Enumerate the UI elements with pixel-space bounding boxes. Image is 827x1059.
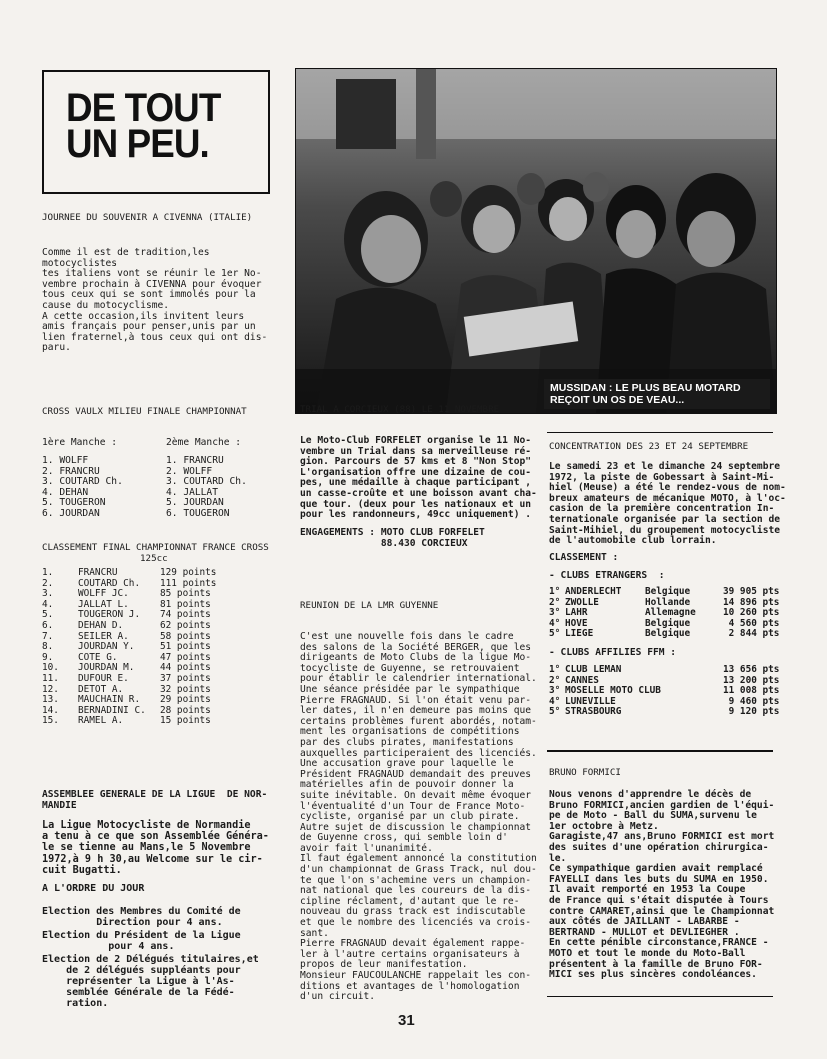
formici-body: Nous venons d'apprendre le décès de Bruno FORMICI,ancien gardien de l'équi- pe de Moto - Ball du SUMA,survenu le 1er octobre à Metz. Garagiste,47 ans,Bruno FORMICI est mort des suites d'une opération chirurgica- le. Ce sympathique gardien avait remplacé FAYELLI dans les buts du SUMA en 1950. Il avait remporté en 1953 la Coupe de France qui s'était disputée à Tours contre CAMARET,ainsi que le Championnat aux côtés de JAILLANT - LABARBE - BERTRAND - MULLOT et DEVLIEGHER . En cette pénible circonstance,FRANCE - MOTO et tout le monde du Moto-Ball présentent à la famille de Bruno FOR- MICI ses plus sincères condoléances.: [549, 789, 775, 981]
ordre-list: [42, 906, 259, 1009]
manche1-label: 1ère Manche :: [42, 437, 118, 448]
page-number: 31: [398, 1012, 415, 1029]
list-item: Election de 2 Délégués titulaires,et de 2 délégués suppléants pour représenter la Ligue à l'As- semblée Générale de la Fédé- ration.: [42, 954, 259, 1009]
points: 28 points: [160, 704, 211, 716]
points: 10 260 pts: [723, 607, 780, 619]
rider-name: WOLFF JC.: [78, 588, 129, 600]
list-item: 4. DEHAN: [42, 486, 89, 498]
rank: 4°: [549, 617, 561, 629]
country: Belgique: [645, 628, 691, 640]
list-item: 6. TOUGERON: [166, 507, 230, 519]
country: Belgique: [645, 617, 691, 629]
rank: 3°: [549, 607, 561, 619]
list-item: 2. WOLFF: [166, 465, 213, 477]
rank: 11.: [42, 672, 59, 684]
points: 62 points: [160, 619, 211, 631]
rank: 5°: [549, 706, 561, 718]
points: 47 points: [160, 651, 211, 663]
concentration-heading: CONCENTRATION DES 23 ET 24 SEPTEMBRE: [549, 441, 749, 452]
assemblee-body: La Ligue Motocycliste de Normandie a tenu à ce que son Assemblée Généra- le se tienne au Mans,le 5 Novembre 1972,à 9 h 30,au Welcome sur le cir- cuit Bugatti.: [42, 820, 269, 876]
rider-name: DETOT A.: [78, 683, 124, 695]
trial-body: Le Moto-Club FORFELET organise le 11 No- vembre un Trial dans sa merveilleuse ré- gion. Parcours de 57 kms et 8 "Non Stop" L'organisation offre une dizaine de cou- pes, une médaille à chaque participant , un casse-croûte et une boisson avant cha- que tour. (deux pour les nationaux et un pour les randonneurs, 49cc uniquement) .: [300, 435, 537, 521]
lmr-body: C'est une nouvelle fois dans le cadre des salons de la Société BERGER, que les dirigeants de Moto Clubs de la ligue Mo- tocycliste de Guyenne, se retrouvaient pour établir le calendrier international. Une séance présidée par le sympathique Pierre FRAGNAUD. Si l'on était venu par- ler dates, il n'en demeure pas moins que certains problèmes furent abordés, notam- ment les organisations de compétitions par des clubs pirates, manifestations auxquelles participeraient des licenciés. Une accusation grave pour laquelle le Président FRAGNAUD demandait des preuves matérielles afin de pouvoir donner la suite inévitable. On devait même évoquer l'éventualité d'un Tour de France Moto- cycliste, organisé par un club pirate. Autre sujet de discussion le championnat de Guyenne cross, qui semble loin d' avoir fait l'unanimité. Il faut également annoncé la constitution d'un championnat de Grass Track, nul dou- te que l'on s'achemine vers un champion- nat national que les coureurs de la dis- cipline réclament, d'autant que le re- nouveau du grass track est indiscutable et que le nombre des licenciés va crois- sant. Pierre FRAGNAUD devait également rappe- ler à l'autre certains organisateurs à propos de leur manifestation. Monsieur FAUCOULANCHE rappelait les con- ditions et avantages de l'homologation d'un circuit.: [300, 631, 537, 1003]
points: 14 896 pts: [723, 596, 780, 608]
table-row: [42, 568, 216, 579]
club: MOSELLE MOTO CLUB: [565, 685, 661, 697]
cross-heading: CROSS VAULX MILIEU FINALE CHAMPIONNAT: [42, 406, 247, 417]
list-item: 2. FRANCRU: [42, 465, 100, 477]
formici-heading: BRUNO FORMICI: [549, 767, 621, 778]
rider-name: COTE G.: [78, 651, 118, 663]
affilies-table: [549, 665, 779, 718]
list-item: 1. WOLFF: [42, 455, 89, 466]
points: 58 points: [160, 630, 211, 642]
points: 2 844 pts: [728, 628, 780, 640]
page-title: DE TOUT UN PEU.: [66, 86, 221, 166]
rank: 2.: [42, 577, 54, 589]
rank: 9.: [42, 651, 54, 663]
points: 85 points: [160, 588, 211, 600]
points: 15 points: [160, 715, 211, 727]
club: CANNES: [565, 674, 599, 686]
list-item: 4. JALLAT: [166, 486, 218, 498]
rank: 12.: [42, 683, 59, 695]
rank: 13.: [42, 694, 59, 706]
points: 129 points: [160, 567, 217, 578]
list-item: 1. FRANCRU: [166, 455, 224, 466]
trial-engagements: ENGAGEMENTS : MOTO CLUB FORFELET 88.430 CORCIEUX: [300, 527, 485, 549]
club: HOVE: [565, 617, 588, 629]
points: 111 points: [160, 577, 217, 589]
assemblee-heading: ASSEMBLEE GENERALE DE LA LIGUE DE NOR- MANDIE: [42, 789, 268, 811]
rank: 1.: [42, 567, 54, 578]
points: 4 560 pts: [728, 617, 780, 629]
country: Allemagne: [645, 607, 696, 619]
rank: 6.: [42, 619, 54, 631]
ordre-heading: A L'ORDRE DU JOUR: [42, 883, 145, 894]
photo-caption: MUSSIDAN : LE PLUS BEAU MOTARD REÇOIT UN OS DE VEAU...: [544, 379, 770, 409]
club: LAHR: [565, 607, 588, 619]
club: ZWOLLE: [565, 596, 599, 608]
rider-name: MAUCHAIN R.: [78, 694, 141, 706]
points: 9 120 pts: [728, 706, 780, 718]
divider: [547, 996, 773, 997]
rank: 4.: [42, 598, 54, 610]
list-item: 5. JOURDAN: [166, 497, 224, 509]
rider-name: COUTARD Ch.: [78, 577, 141, 589]
points: 74 points: [160, 609, 211, 621]
title-box: [42, 70, 270, 194]
rank: 15.: [42, 715, 59, 727]
table-row: [42, 674, 216, 685]
list-item: 3. COUTARD Ch.: [42, 476, 123, 488]
points: 51 points: [160, 641, 211, 653]
table-row: [42, 716, 216, 727]
rider-name: TOUGERON J.: [78, 609, 141, 621]
rank: 10.: [42, 662, 59, 674]
list-item: 3. COUTARD Ch.: [166, 476, 247, 488]
points: 13 200 pts: [723, 674, 780, 686]
list-item: 6. JOURDAN: [42, 507, 100, 519]
classement-table: [42, 568, 216, 727]
club: ANDERLECHT: [565, 586, 622, 597]
rank: 5°: [549, 628, 561, 640]
classement-heading: CLASSEMENT FINAL CHAMPIONNAT FRANCE CROSS: [42, 542, 269, 553]
points: 11 008 pts: [723, 685, 780, 697]
rank: 1°: [549, 664, 561, 675]
rider-name: JALLAT L.: [78, 598, 129, 610]
points: 13 656 pts: [723, 664, 780, 675]
rank: 4°: [549, 695, 561, 707]
concentration-body: Le samedi 23 et le dimanche 24 septembre 1972, la piste de Gobessart à Saint-Mi- hiel (Meuse) a été le rendez-vous de nom- breux amateurs de mécanique MOTO, à l'oc- casion de la première concentration In- ternationale organisée par la section de Saint-Mihiel, du groupement motocycliste de l'automobile club lorrain.: [549, 461, 786, 547]
photo: [295, 68, 777, 414]
rank: 3.: [42, 588, 54, 600]
table-row: [549, 587, 779, 598]
country: Belgique: [645, 586, 691, 597]
club: LIEGE: [565, 628, 594, 640]
civenna-heading: JOURNEE DU SOUVENIR A CIVENNA (ITALIE): [42, 212, 253, 223]
divider: [547, 432, 773, 433]
trial-heading: TRIAL A CORCIEUX (88) LE 11 NOVEMBRE: [300, 404, 500, 415]
rank: 3°: [549, 685, 561, 697]
table-row: [549, 665, 779, 676]
rank: 7.: [42, 630, 54, 642]
points: 37 points: [160, 672, 211, 684]
rank: 8.: [42, 641, 54, 653]
manche2-list: [166, 456, 247, 520]
rank: 1°: [549, 586, 561, 597]
points: 81 points: [160, 598, 211, 610]
rider-name: FRANCRU: [78, 567, 118, 578]
club: STRASBOURG: [565, 706, 622, 718]
rank: 14.: [42, 704, 59, 716]
points: 44 points: [160, 662, 211, 674]
table-row: [549, 707, 779, 718]
club: CLUB LEMAN: [565, 664, 622, 675]
points: 29 points: [160, 694, 211, 706]
rank: 2°: [549, 674, 561, 686]
points: 32 points: [160, 683, 211, 695]
rider-name: BERNADINI C.: [78, 704, 146, 716]
list-item: Election des Membres du Comité de Direction pour 4 ans.: [42, 906, 241, 928]
club: LUNEVILLE: [565, 695, 616, 707]
rank: 2°: [549, 596, 561, 608]
classement-sub: 125cc: [140, 553, 168, 564]
etrangers-table: [549, 587, 779, 640]
rider-name: JOURDAN Y.: [78, 641, 135, 653]
rider-name: SEILER A.: [78, 630, 129, 642]
divider: [547, 750, 773, 752]
etrangers-label: - CLUBS ETRANGERS :: [549, 570, 665, 581]
manche1-list: [42, 456, 123, 520]
rider-name: JOURDAN M.: [78, 662, 135, 674]
points: 9 460 pts: [728, 695, 780, 707]
rider-name: RAMEL A.: [78, 715, 124, 727]
affilies-label: - CLUBS AFFILIES FFM :: [549, 647, 677, 658]
list-item: 5. TOUGERON: [42, 497, 106, 509]
country: Hollande: [645, 596, 691, 608]
table-row: [549, 629, 779, 640]
manche2-label: 2ème Manche :: [166, 437, 242, 448]
lmr-heading: REUNION DE LA LMR GUYENNE: [300, 600, 439, 611]
table-row: [42, 621, 216, 632]
list-item: Election du Président de la Ligue pour 4 ans.: [42, 930, 241, 952]
rank: 5.: [42, 609, 54, 621]
classement-label: CLASSEMENT :: [549, 552, 619, 563]
civenna-body: Comme il est de tradition,les motocyclistes tes italiens vont se réunir le 1er No- vembre prochain à CIVENNA pour évoquer tous ceux qui se sont immolés pour la cause du motocyclisme. A cette occasion,ils invitent leurs amis français pour penser,unis par un lien fraternel,à tous ceux qui ont dis- paru.: [42, 247, 268, 354]
rider-name: DUFOUR E.: [78, 672, 129, 684]
rider-name: DEHAN D.: [78, 619, 124, 631]
points: 39 905 pts: [723, 586, 780, 597]
crowd-photo-illustration: [296, 69, 776, 413]
